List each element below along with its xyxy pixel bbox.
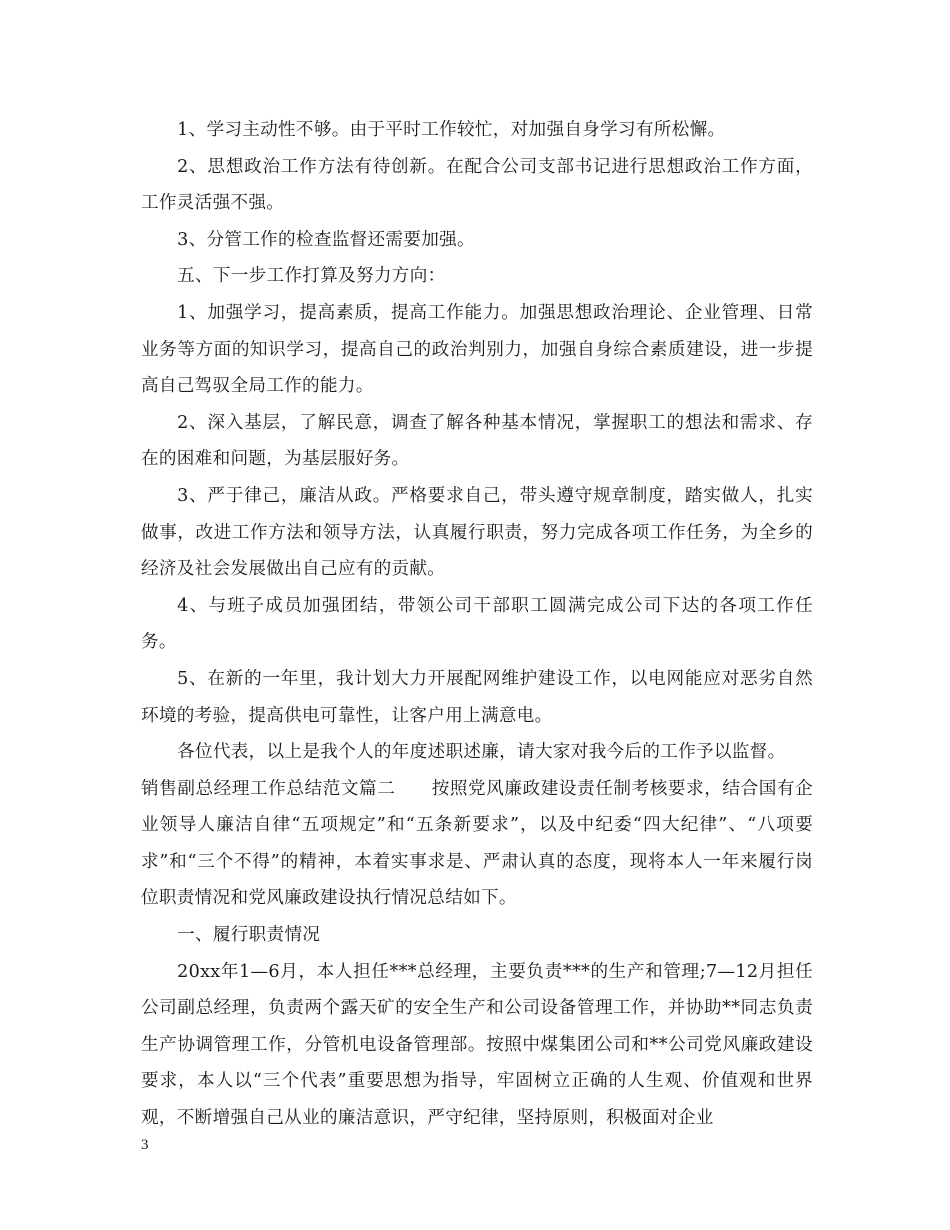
paragraph: 2、深入基层，了解民意，调查了解各种基本情况，掌握职工的想法和需求、存在的困难和问题，为基层服好务。 <box>141 412 813 470</box>
section-heading: 一、履行职责情况 <box>177 925 321 946</box>
document-body <box>141 112 813 1137</box>
paragraph: 1、加强学习，提高素质，提高工作能力。加强思想政治理论、企业管理、日常业务等方面的知识学习，提高自己的政治判别力，加强自身综合素质建设，进一步提高自己驾驭全局工作的能力。 <box>141 302 813 397</box>
paragraph: 销售副总经理工作总结范文篇二 按照党风廉政建设责任制考核要求，结合国有企业领导人廉洁自律“五项规定”和“五条新要求”，以及中纪委“四大纪律”、“八项要求”和“三个不得”的精神，本着实事求是、严肃认真的态度，现将本人一年来履行岗位职责情况和党风廉政建设执行情况总结如下。 <box>141 778 813 909</box>
paragraph: 1、学习主动性不够。由于平时工作较忙，对加强自身学习有所松懈。 <box>177 120 726 140</box>
paragraph: 2、思想政治工作方法有待创新。在配合公司支部书记进行思想政治工作方面，工作灵活强不强。 <box>141 156 813 214</box>
paragraph: 20xx年1—6月，本人担任***总经理，主要负责***的生产和管理;7—12月担任公司副总经理，负责两个露天矿的安全生产和公司设备管理工作，并协助**同志负责生产协调管理工作，分管机电设备管理部。按照中煤集团公司和**公司党风廉政建设要求，本人以“三个代表”重要思想为指导，牢固树立正确的人生观、价值观和世界观，不断增强自己从业的廉洁意识，严守纪律，坚持原则，积极面对企业 <box>141 961 813 1129</box>
section-heading: 五、下一步工作打算及努力方向： <box>177 266 446 287</box>
paragraph: 3、严于律己，廉洁从政。严格要求自己，带头遵守规章制度，踏实做人，扎实做事，改进工作方法和领导方法，认真履行职责，努力完成各项工作任务，为全乡的经济及社会发展做出自己应有的贡献。 <box>141 485 813 580</box>
paragraph: 5、在新的一年里，我计划大力开展配网维护建设工作，以电网能应对恶劣自然环境的考验，提高供电可靠性，让客户用上满意电。 <box>141 668 813 726</box>
page-number: 3 <box>141 1137 149 1153</box>
paragraph: 各位代表，以上是我个人的年度述职述廉，请大家对我今后的工作予以监督。 <box>177 742 786 763</box>
paragraph: 4、与班子成员加强团结，带领公司干部职工圆满完成公司下达的各项工作任务。 <box>141 595 813 653</box>
paragraph: 3、分管工作的检查监督还需要加强。 <box>177 229 475 250</box>
